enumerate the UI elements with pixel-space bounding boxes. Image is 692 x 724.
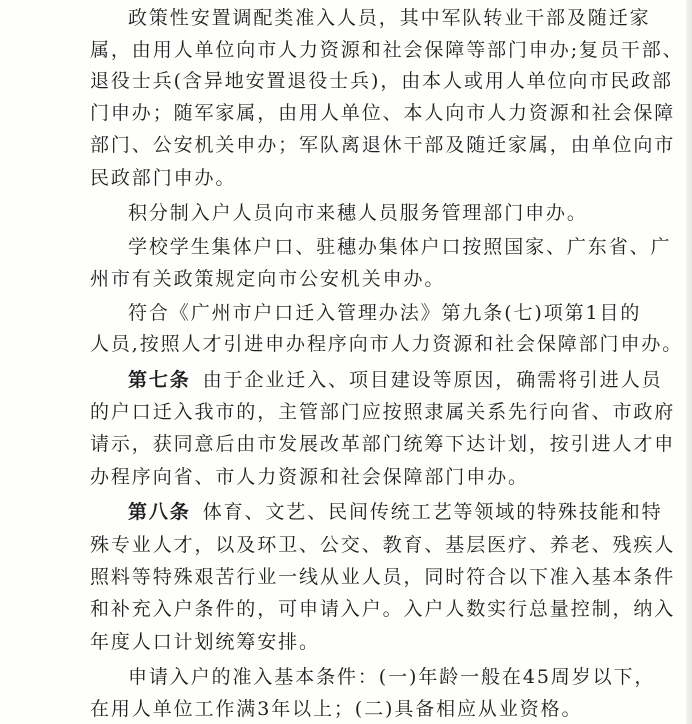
paragraph-line [128, 500, 663, 524]
paragraph-line [90, 432, 675, 456]
line-text: 退役士兵(含异地安置退役士兵)，由本人或用人单位向市民政部 [90, 70, 673, 92]
line-text: 学校学生集体户口、驻穗办集体户口按照国家、广东省、广 [128, 236, 672, 258]
paragraph-line [128, 301, 641, 325]
paragraph-line [128, 201, 588, 225]
line-text: 照料等特殊艰苦行业一线从业人员，同时符合以下准入基本条件 [90, 566, 676, 588]
line-text: 在用人单位工作满3年以上；(二)具备相应从业资格。 [90, 698, 583, 720]
line-text: 办程序向省、市人力资源和社会保障部门申办。 [90, 466, 529, 488]
paragraph-line [90, 166, 236, 190]
paragraph-line [128, 665, 655, 689]
paragraph-line [90, 101, 675, 125]
article-label: 第七条 [128, 369, 191, 391]
paragraph-line [90, 697, 582, 721]
line-text: 民政部门申办。 [90, 167, 237, 189]
paragraph-line [90, 69, 673, 93]
line-text: 体育、文艺、民间传统工艺等领域的特殊技能和特 [202, 501, 663, 523]
line-text: 年度人口计划统筹安排。 [90, 631, 320, 653]
paragraph-line [90, 133, 675, 157]
paragraph-line [90, 630, 320, 654]
line-text: 部门、公安机关申办；军队离退休干部及随迁家属，由单位向市 [90, 134, 676, 156]
paragraph-line [128, 368, 663, 392]
paragraph-line [90, 597, 675, 621]
line-text: 政策性安置调配类准入人员，其中军队转业干部及随迁家 [128, 7, 651, 29]
article-label: 第八条 [128, 501, 191, 523]
page-edge-shadow [686, 0, 692, 724]
paragraph-line [128, 6, 651, 30]
line-text: 和补充入户条件的，可申请入户。入户人数实行总量控制，纳入 [90, 598, 676, 620]
paragraph-line [90, 38, 684, 62]
line-text: 请示，获同意后由市发展改革部门统筹下达计划，按引进人才申 [90, 433, 676, 455]
line-text: 的户口迁入我市的，主管部门应按照隶属关系先行向省、市政府 [90, 401, 676, 423]
line-text: 积分制入户人员向市来穗人员服务管理部门申办。 [128, 202, 588, 224]
line-text: 殊专业人才，以及环卫、公交、教育、基层医疗、养老、残疾人 [90, 534, 676, 556]
line-text: 州市有关政策规定向市公安机关申办。 [90, 268, 446, 290]
line-text: 人员,按照人才引进申办程序向市人力资源和社会保障部门申办。 [90, 333, 684, 355]
paragraph-line [90, 400, 675, 424]
line-text: 申请入户的准入基本条件：(一)年龄一般在45周岁以下， [128, 666, 656, 688]
paragraph-line [128, 235, 671, 259]
line-text: 门申办；随军家属，由用人单位、本人向市人力资源和社会保障 [90, 102, 676, 124]
paragraph-line [90, 565, 675, 589]
line-text: 属，由用人单位向市人力资源和社会保障等部门申办;复员干部、 [90, 39, 684, 61]
paragraph-line [90, 465, 529, 489]
paragraph-line [90, 267, 445, 291]
paragraph-line [90, 533, 675, 557]
paragraph-line [90, 332, 683, 356]
line-text: 由于企业迁入、项目建设等原因，确需将引进人员 [202, 369, 663, 391]
line-text: 符合《广州市户口迁入管理办法》第九条(七)项第1目的 [128, 302, 642, 324]
